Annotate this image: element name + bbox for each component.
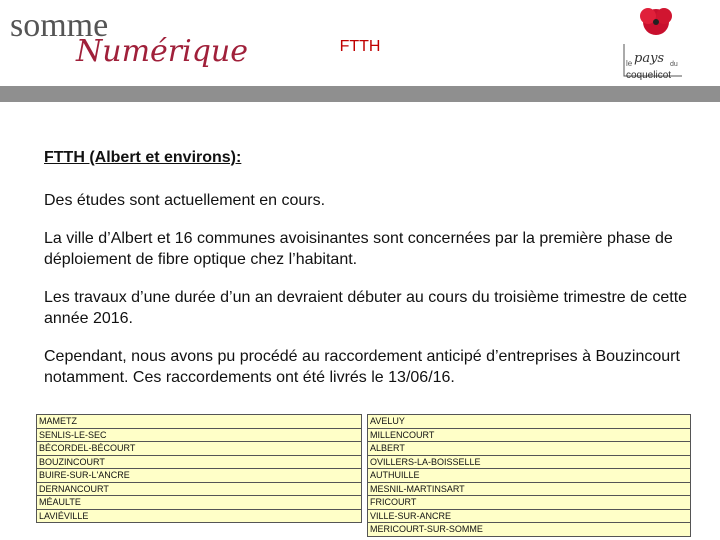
communes-table-left xyxy=(36,414,362,523)
poppy-icon xyxy=(640,8,672,35)
table-cell: SENLIS-LE-SEC xyxy=(37,428,362,442)
table-cell: LAVIÉVILLE xyxy=(37,509,362,523)
table-row xyxy=(368,509,691,523)
main-content xyxy=(44,147,694,405)
paragraph-2: La ville d’Albert et 16 communes avoisinantes sont concernées par la première phase de déploiement de fibre optique chez l’habitant. xyxy=(44,230,673,268)
table-row xyxy=(37,442,362,456)
table-row xyxy=(368,442,691,456)
table-row xyxy=(368,428,691,442)
logo-right-line3: du xyxy=(670,61,678,68)
table-cell: VILLE-SUR-ANCRE xyxy=(368,509,691,523)
table-row xyxy=(368,496,691,510)
table-row xyxy=(368,482,691,496)
logo-right-line2: pays xyxy=(634,51,665,66)
logo-line1: somme xyxy=(10,7,109,44)
paragraph-3: Les travaux d’une durée d’un an devraient débuter au cours du troisième trimestre de cette année 2016. xyxy=(44,289,688,327)
table-cell: MERICOURT-SUR-SOMME xyxy=(368,523,691,537)
logo-right-line1: le xyxy=(626,59,633,68)
table-cell: MAMETZ xyxy=(37,415,362,429)
page-title: FTTH xyxy=(339,38,381,55)
table-row xyxy=(37,455,362,469)
table-row xyxy=(37,496,362,510)
table-cell: AVELUY xyxy=(368,415,691,429)
table-cell: BUIRE-SUR-L'ANCRE xyxy=(37,469,362,483)
table-cell: FRICOURT xyxy=(368,496,691,510)
table-cell: OVILLERS-LA-BOISSELLE xyxy=(368,455,691,469)
table-row xyxy=(37,428,362,442)
section-heading: FTTH (Albert et environs): xyxy=(44,149,242,166)
table-cell: MILLENCOURT xyxy=(368,428,691,442)
table-row xyxy=(368,455,691,469)
table-cell: ALBERT xyxy=(368,442,691,456)
communes-table-right xyxy=(367,414,691,537)
header-divider xyxy=(0,86,720,102)
pays-du-coquelicot-logo xyxy=(610,2,690,82)
table-cell: MÉAULTE xyxy=(37,496,362,510)
table-cell: AUTHUILLE xyxy=(368,469,691,483)
logo-right-line4: coquelicot xyxy=(626,70,672,81)
table-row xyxy=(37,509,362,523)
logo-line2: Numérique xyxy=(76,34,248,69)
paragraph-4: Cependant, nous avons pu procédé au raccordement anticipé d’entreprises à Bouzincourt notamment. Ces raccordements ont été livrés le 13/06/16. xyxy=(44,348,680,386)
table-row xyxy=(37,482,362,496)
table-cell: MESNIL-MARTINSART xyxy=(368,482,691,496)
table-row xyxy=(37,469,362,483)
table-cell: DERNANCOURT xyxy=(37,482,362,496)
table-row xyxy=(368,415,691,429)
table-cell: BOUZINCOURT xyxy=(37,455,362,469)
table-cell: BÉCORDEL-BÉCOURT xyxy=(37,442,362,456)
paragraph-1: Des études sont actuellement en cours. xyxy=(44,192,326,209)
table-row xyxy=(37,415,362,429)
table-row xyxy=(368,523,691,537)
table-row xyxy=(368,469,691,483)
